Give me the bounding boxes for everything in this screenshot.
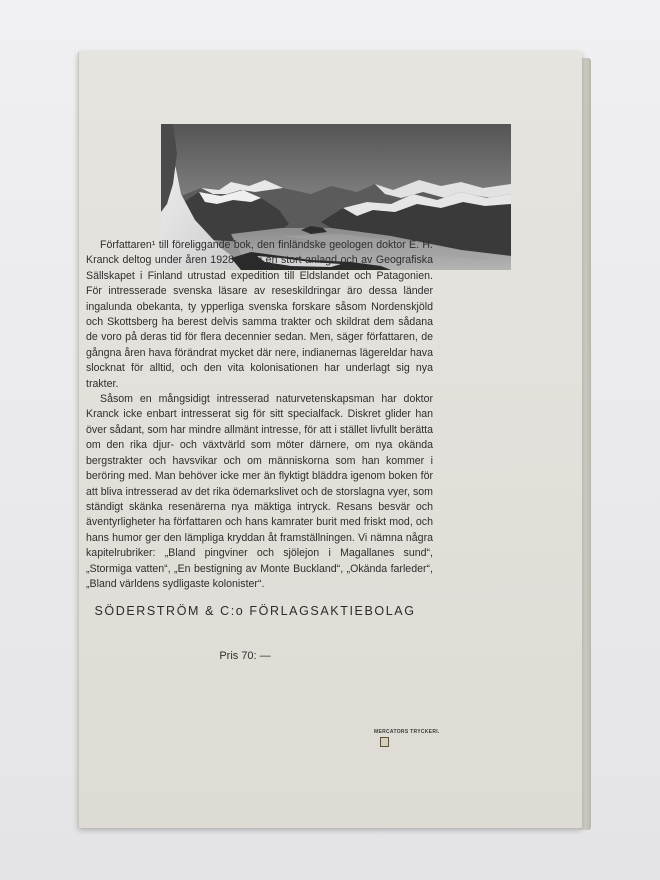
printer-mark-icon: [380, 737, 389, 747]
price-label: Pris 70: —: [219, 650, 271, 662]
description-paragraph-2: Såsom en mångsidigt intresserad naturvetenskapsman har doktor Kranck icke enbart intresserat sig för sitt specialfack. Diskret glider han över sådant, som har mindre allmänt intresse, för att i stället livfullt berätta om den rika djur- och växtvärld som möter därnere, om nya okända bergstrakter och havsvikar och om människorna som han kommer i beröring med. Man behöver icke mer än flyktigt bläddra igenom boken för att bliva intresserad av det rika ödemarkslivet och de storslagna vyer, som ständigt skänka resenärerna nya mäktiga intryck. Resans besvär och äventyrligheter ha författaren och hans kamrater burit med friskt mod, och hans humor ger den lämpliga kryddan åt framställningen. Vi nämna några kapitelrubriker: „Bland pingviner och sjölejon i Magallanes sund“, „Stormiga vatten“, „En bestigning av Monte Buckland“, „Okända farleder“, „Bland världens sydligaste kolonister“.: [86, 393, 433, 590]
publisher-name: SÖDERSTRÖM & C:o FÖRLAGSAKTIEBOLAG: [94, 604, 416, 618]
description-text: [86, 238, 433, 592]
printer-imprint: MERCATORS TRYCKERI.: [374, 729, 440, 735]
description-paragraph-1: Författaren¹ till föreliggande bok, den finländske geologen doktor E. H. Kranck deltog under åren 1928—29 i en stort anlagd och av Geografiska Sällskapet i Finland utrustad expedition till Eldslandet och Patagonien. För intresserade svenska läsare av reseskildringar äro dessa länder ingalunda obekanta, ty ypperliga svenska forskare såsom Nordenskjöld och Skottsberg ha berest delvis samma trakter och skildrat dem sådana de voro på deras tid för flera decennier sedan. Men, säger författaren, de gångna åren hava förändrat mycket där nere, indianernas lägereldar hava slocknat för alltid, och den vita kolonisationen har underlagt sig nya trakter.: [86, 239, 433, 390]
